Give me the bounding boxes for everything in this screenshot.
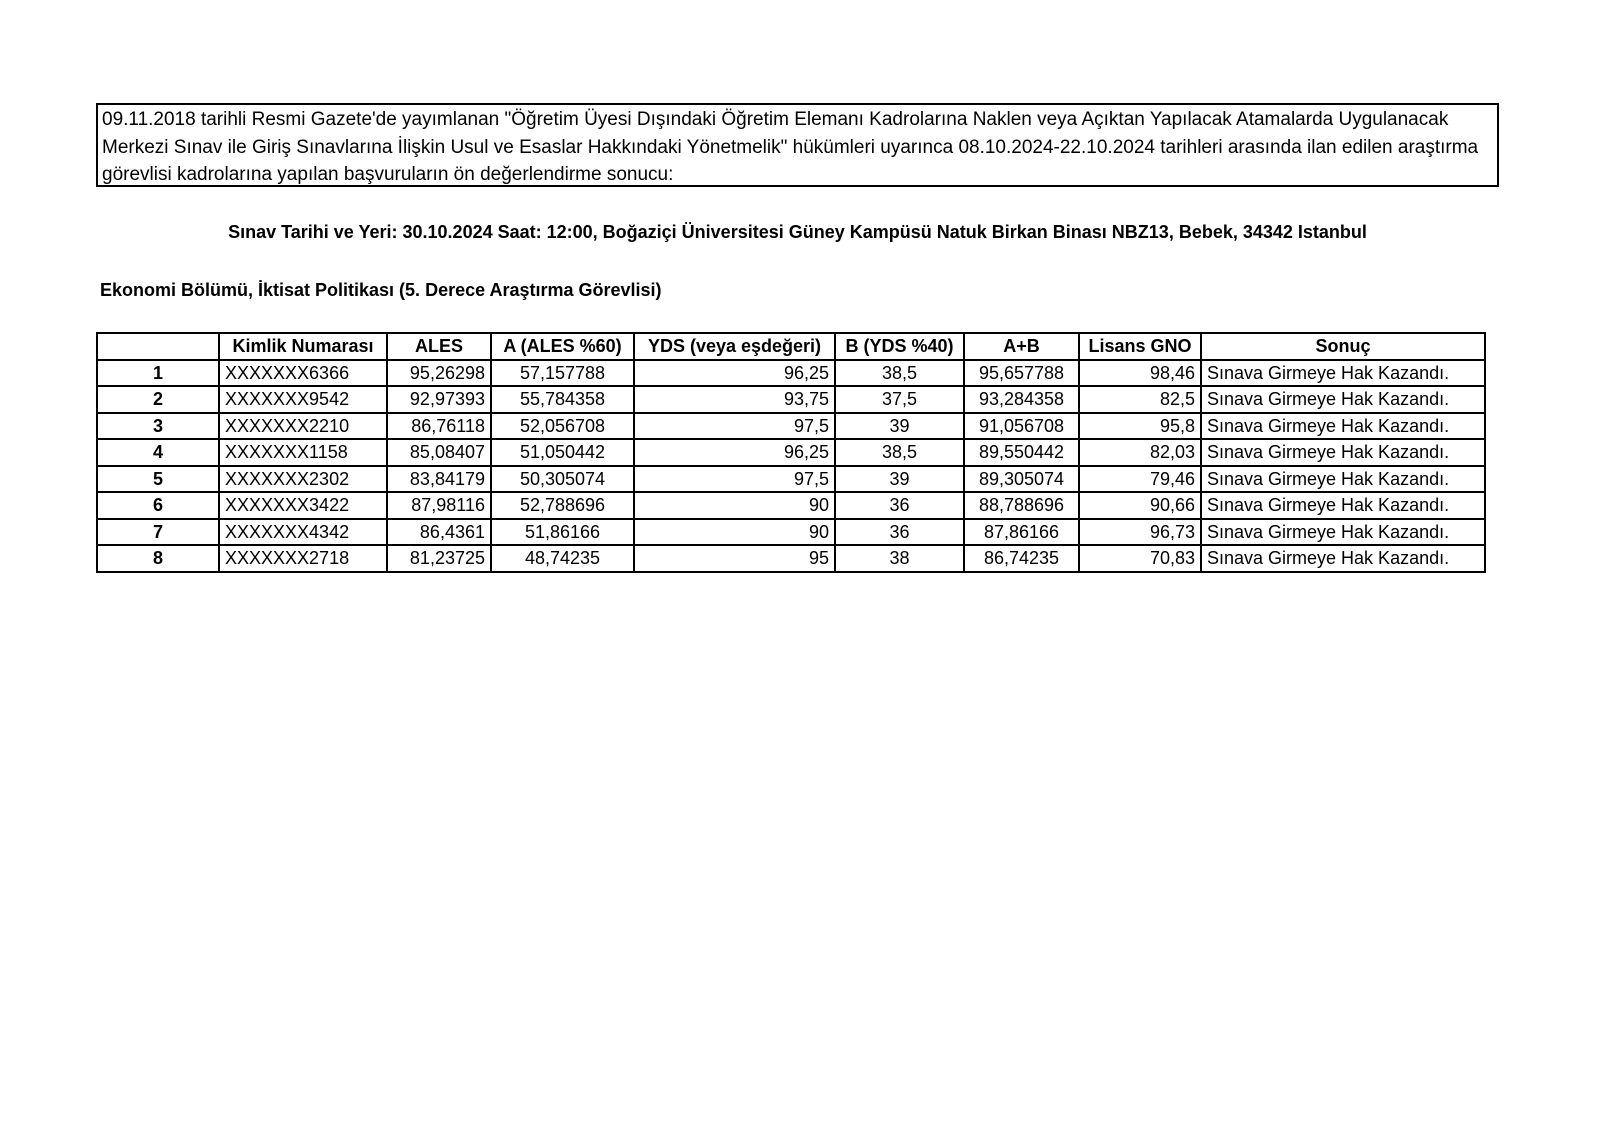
cell-ales: 85,08407 (387, 439, 491, 466)
cell-sonuc: Sınava Girmeye Hak Kazandı. (1201, 492, 1485, 519)
cell-kimlik: XXXXXXX9542 (219, 386, 387, 413)
cell-sonuc: Sınava Girmeye Hak Kazandı. (1201, 360, 1485, 387)
cell-a: 48,74235 (491, 545, 634, 572)
cell-gno: 96,73 (1079, 519, 1201, 546)
cell-ab: 91,056708 (964, 413, 1079, 440)
cell-gno: 98,46 (1079, 360, 1201, 387)
cell-b: 38,5 (835, 439, 964, 466)
cell-kimlik: XXXXXXX2302 (219, 466, 387, 493)
cell-ab: 89,550442 (964, 439, 1079, 466)
cell-sonuc: Sınava Girmeye Hak Kazandı. (1201, 439, 1485, 466)
cell-a: 51,050442 (491, 439, 634, 466)
cell-gno: 82,03 (1079, 439, 1201, 466)
cell-ales: 81,23725 (387, 545, 491, 572)
cell-b: 36 (835, 492, 964, 519)
exam-info: Sınav Tarihi ve Yeri: 30.10.2024 Saat: 12:00, Boğaziçi Üniversitesi Güney Kampüsü Natuk Birkan Binası NBZ13, Bebek, 34342 Istanbul (228, 222, 1367, 242)
cell-a: 52,056708 (491, 413, 634, 440)
cell-ales: 92,97393 (387, 386, 491, 413)
cell-gno: 95,8 (1079, 413, 1201, 440)
cell-ales: 83,84179 (387, 466, 491, 493)
cell-a: 55,784358 (491, 386, 634, 413)
cell-yds: 96,25 (634, 360, 835, 387)
table-row (97, 360, 1485, 387)
cell-yds: 97,5 (634, 466, 835, 493)
cell-yds: 97,5 (634, 413, 835, 440)
cell-index: 7 (97, 519, 219, 546)
col-header-gno: Lisans GNO (1079, 333, 1201, 360)
table-row (97, 386, 1485, 413)
table-row (97, 413, 1485, 440)
cell-ales: 86,76118 (387, 413, 491, 440)
col-header-sonuc: Sonuç (1201, 333, 1485, 360)
table-row (97, 492, 1485, 519)
cell-a: 51,86166 (491, 519, 634, 546)
table-row (97, 439, 1485, 466)
col-header-yds: YDS (veya eşdeğeri) (634, 333, 835, 360)
cell-kimlik: XXXXXXX4342 (219, 519, 387, 546)
cell-b: 37,5 (835, 386, 964, 413)
cell-a: 50,305074 (491, 466, 634, 493)
col-header-index (97, 333, 219, 360)
cell-gno: 82,5 (1079, 386, 1201, 413)
cell-kimlik: XXXXXXX1158 (219, 439, 387, 466)
cell-index: 6 (97, 492, 219, 519)
cell-b: 38 (835, 545, 964, 572)
cell-sonuc: Sınava Girmeye Hak Kazandı. (1201, 413, 1485, 440)
cell-ab: 95,657788 (964, 360, 1079, 387)
cell-ales: 95,26298 (387, 360, 491, 387)
cell-kimlik: XXXXXXX2210 (219, 413, 387, 440)
cell-yds: 93,75 (634, 386, 835, 413)
results-table (96, 332, 1486, 573)
cell-yds: 90 (634, 492, 835, 519)
col-header-ab: A+B (964, 333, 1079, 360)
intro-text: 09.11.2018 tarihli Resmi Gazete'de yayımlanan "Öğretim Üyesi Dışındaki Öğretim Elemanı Kadrolarına Naklen veya Açıktan Yapılacak Atamalarda Uygulanacak Merkezi Sınav ile Giriş Sınavlarına İlişkin Usul ve Esaslar Hakkındaki Yönetmelik" hükümleri uyarınca 08.10.2024-22.10.2024 tarihleri arasında ilan edilen araştırma görevlisi kadrolarına yapılan başvuruların ön değerlendirme sonucu: (102, 109, 1479, 185)
table-row (97, 545, 1485, 572)
cell-sonuc: Sınava Girmeye Hak Kazandı. (1201, 466, 1485, 493)
cell-kimlik: XXXXXXX2718 (219, 545, 387, 572)
cell-ab: 88,788696 (964, 492, 1079, 519)
cell-gno: 70,83 (1079, 545, 1201, 572)
cell-a: 57,157788 (491, 360, 634, 387)
cell-sonuc: Sınava Girmeye Hak Kazandı. (1201, 386, 1485, 413)
intro-paragraph-box (96, 103, 1499, 187)
cell-ab: 93,284358 (964, 386, 1079, 413)
cell-sonuc: Sınava Girmeye Hak Kazandı. (1201, 519, 1485, 546)
cell-yds: 96,25 (634, 439, 835, 466)
cell-yds: 95 (634, 545, 835, 572)
col-header-ales: ALES (387, 333, 491, 360)
cell-ab: 87,86166 (964, 519, 1079, 546)
cell-index: 2 (97, 386, 219, 413)
cell-index: 8 (97, 545, 219, 572)
cell-b: 38,5 (835, 360, 964, 387)
cell-ales: 87,98116 (387, 492, 491, 519)
cell-a: 52,788696 (491, 492, 634, 519)
cell-index: 4 (97, 439, 219, 466)
cell-index: 3 (97, 413, 219, 440)
cell-ales: 86,4361 (387, 519, 491, 546)
cell-kimlik: XXXXXXX6366 (219, 360, 387, 387)
cell-b: 39 (835, 466, 964, 493)
cell-b: 36 (835, 519, 964, 546)
section-title: Ekonomi Bölümü, İktisat Politikası (5. Derece Araştırma Görevlisi) (100, 280, 662, 300)
cell-gno: 90,66 (1079, 492, 1201, 519)
cell-yds: 90 (634, 519, 835, 546)
cell-ab: 89,305074 (964, 466, 1079, 493)
table-row (97, 519, 1485, 546)
cell-kimlik: XXXXXXX3422 (219, 492, 387, 519)
col-header-b: B (YDS %40) (835, 333, 964, 360)
col-header-kimlik: Kimlik Numarası (219, 333, 387, 360)
cell-gno: 79,46 (1079, 466, 1201, 493)
cell-index: 5 (97, 466, 219, 493)
cell-sonuc: Sınava Girmeye Hak Kazandı. (1201, 545, 1485, 572)
table-row (97, 466, 1485, 493)
table-header-row (97, 333, 1485, 360)
cell-ab: 86,74235 (964, 545, 1079, 572)
cell-index: 1 (97, 360, 219, 387)
col-header-a: A (ALES %60) (491, 333, 634, 360)
cell-b: 39 (835, 413, 964, 440)
